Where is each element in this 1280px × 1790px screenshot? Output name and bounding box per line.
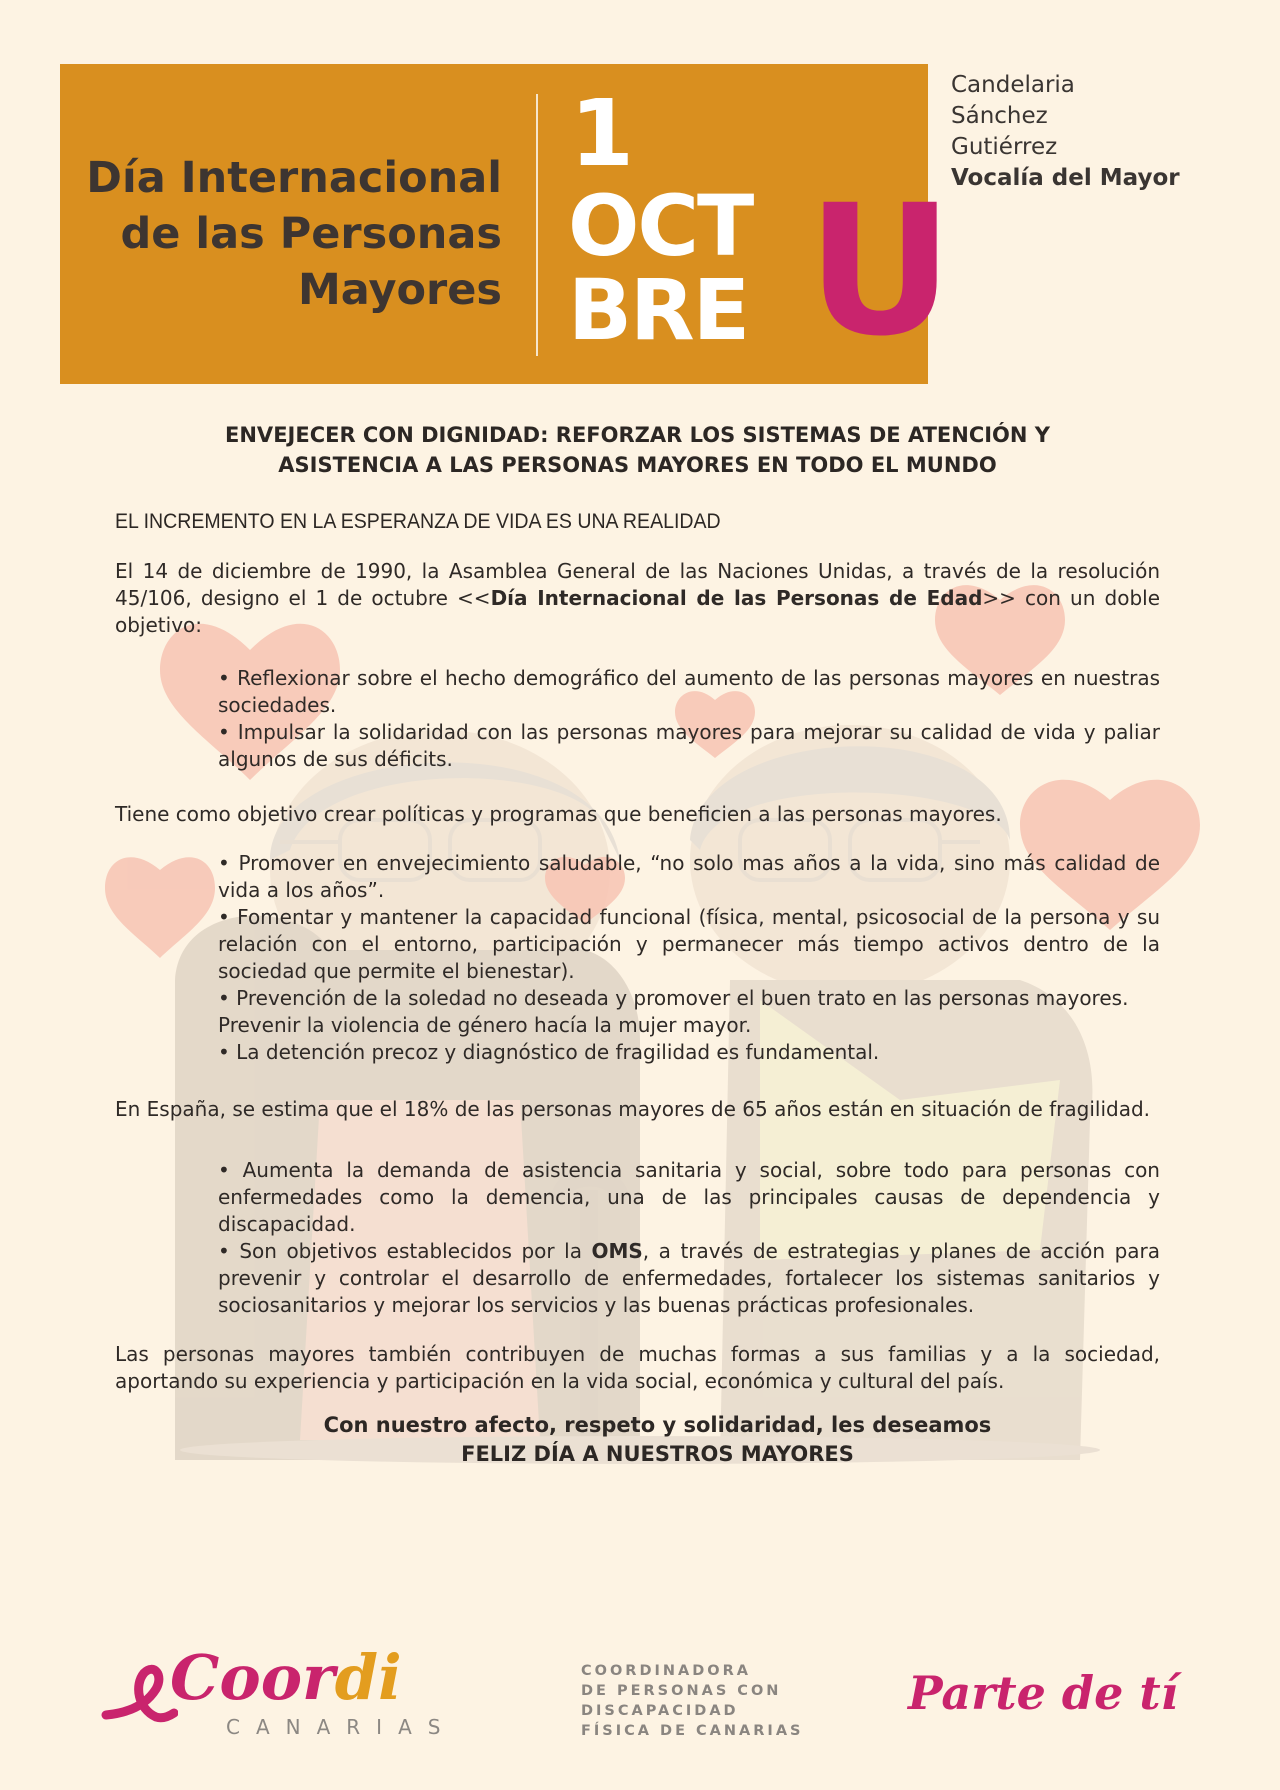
list-item: • La detención precoz y diagnóstico de fragilidad es fundamental. [218,1040,880,1064]
headline-line: ASISTENCIA A LAS PERSONAS MAYORES EN TODO EL MUNDO [278,453,997,477]
org-line: FÍSICA DE CANARIAS [581,1723,804,1739]
list-item: • Prevención de la soledad no deseada y promover el buen trato en las personas mayores. [218,986,1129,1010]
banner-title-line: de las Personas [120,209,502,259]
objectives-list [218,665,1160,773]
list-item: • Aumenta la demanda de asistencia sanitaria y social, sobre todo para personas con enfermedades como la demencia, una de las principales causas de dependencia y discapacidad. [218,1158,1160,1236]
date-month-line1: OCT [568,177,753,275]
list-item: Prevenir la violencia de género hacía la mujer mayor. [218,1013,752,1037]
author-name-line: Candelaria [951,72,1075,98]
org-line: COORDINADORA [581,1663,751,1679]
subheading: EL INCREMENTO EN LA ESPERANZA DE VIDA ES UNA REALIDAD [115,510,721,533]
date-month-accent: U [807,167,954,376]
closing-line: FELIZ DÍA A NUESTROS MAYORES [461,1442,854,1466]
policies-list [218,850,1160,1066]
list-item: • Impulsar la solidaridad con las personas mayores para mejorar su calidad de vida y paliar algunos de sus déficits. [218,720,1160,771]
banner-title-line: Día Internacional [86,153,502,203]
headline [115,420,1160,480]
main-content [115,420,1160,1469]
slogan: Parte de tí [908,1666,1179,1720]
intro-bold: Día Internacional de las Personas de Edad [490,586,983,610]
oms-bold: OMS [591,1239,643,1263]
header-banner [60,64,954,384]
intro-paragraph [115,558,1160,639]
banner-title-line: Mayores [297,265,502,315]
organization-name [581,1661,804,1741]
date-month-line2: BRE [568,261,749,359]
closing-line: Con nuestro afecto, respeto y solidaridad, les deseamos [323,1413,992,1437]
banner-title [82,150,502,318]
spain-list [218,1157,1160,1319]
author-name-line: Sánchez [951,103,1048,129]
list-item [218,1238,1160,1319]
intro-text: El 14 de diciembre de 1990, la Asamblea General de las Naciones Unidas, a través de la resolución 45/106, designo el 1 de octubre << [115,559,1160,610]
list-item-text: • Son objetivos establecidos por la [218,1239,592,1263]
org-line: DE PERSONAS CON [581,1683,782,1699]
logo-part1: Coor [170,1641,335,1714]
author-name-line: Gutiérrez [951,134,1058,160]
contribution-paragraph: Las personas mayores también contribuyen de muchas formas a sus familias y a la sociedad, aportando su experiencia y participación en la vida social, económica y cultural del país. [115,1342,1160,1393]
policy-paragraph: Tiene como objetivo crear políticas y programas que beneficien a las personas mayores. [115,802,1002,826]
logo-part2: di [334,1641,402,1714]
org-line: DISCAPACIDAD [581,1703,739,1719]
list-item-text-end: , a través de estrategias y planes de acción para prevenir y controlar el desarrollo de enfermedades, fortalecer los sistemas sanitarios y sociosanitarios y mejorar los servicios y las buenas prácticas profesionales. [218,1239,1160,1317]
intro-text-end: >> con un doble objetivo: [115,586,1160,637]
banner-divider [536,94,538,356]
coordi-logo [98,1643,468,1743]
logo-wordmark [170,1643,402,1713]
spain-paragraph: En España, se estima que el 18% de las personas mayores de 65 años están en situación de fragilidad. [115,1097,1151,1121]
author-block [951,70,1180,194]
list-item: • Fomentar y mantener la capacidad funcional (física, mental, psicosocial de la persona y su relación con el entorno, participación y permanecer más tiempo activos dentro de la sociedad que permite el bienestar). [218,905,1160,983]
logo-swoosh-icon [98,1653,178,1733]
logo-subtitle: CANARIAS [226,1715,457,1739]
list-item: • Reflexionar sobre el hecho demográfico del aumento de las personas mayores en nuestras sociedades. [218,666,1160,717]
list-item: • Promover en envejecimiento saludable, “no solo mas años a la vida, sino más calidad de vida a los años”. [218,851,1160,902]
date-day: 1 [570,80,635,187]
headline-line: ENVEJECER CON DIGNIDAD: REFORZAR LOS SISTEMAS DE ATENCIÓN Y [225,423,1050,447]
closing-message [155,1411,1160,1469]
author-role: Vocalía del Mayor [951,165,1180,191]
